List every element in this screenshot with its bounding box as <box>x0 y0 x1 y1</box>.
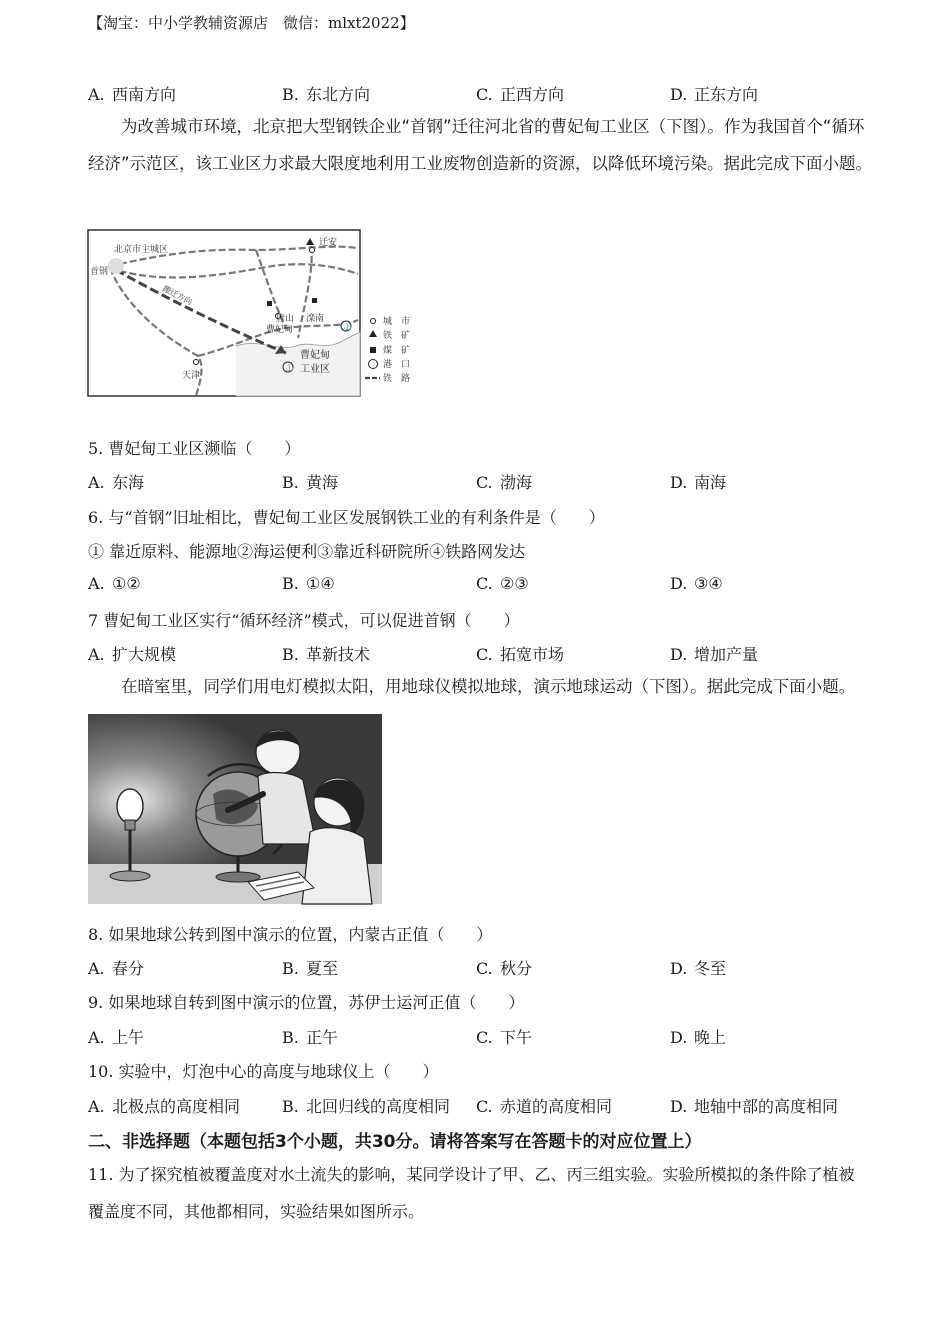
option-d: D. 正东方向 <box>670 85 759 104</box>
option-a: A. 扩大规模 <box>88 645 177 664</box>
option-d: D. 增加产量 <box>670 645 759 664</box>
option-d: D. 冬至 <box>670 959 727 978</box>
legend-iron: 铁 矿 <box>383 331 411 341</box>
qianan-label: 迁安 <box>319 238 338 248</box>
legend-iron-icon <box>369 330 377 337</box>
legend-port: 港 口 <box>383 360 411 370</box>
port-icon: ⚓ <box>343 323 352 331</box>
section-heading: 二、非选择题（本题包括3个小题，共30分。请将答案写在答题卡的对应位置上） <box>88 1132 702 1152</box>
option-a: A. 东海 <box>88 473 145 492</box>
legend-coal: 煤 矿 <box>383 346 411 356</box>
tangshan-label: 唐山 <box>276 314 295 324</box>
q10-options <box>88 1094 878 1118</box>
legend-city-icon <box>371 319 376 324</box>
option-d: D. ③④ <box>670 574 723 593</box>
passage-earth-demo: 在暗室里，同学们用电灯模拟太阳，用地球仪模拟地球，演示地球运动（下图）。据此完成下面小题。 <box>121 677 856 696</box>
option-a: A. 西南方向 <box>88 85 177 104</box>
legend-city: 城 市 <box>383 317 411 327</box>
caofeidian-map-figure <box>86 228 422 400</box>
option-c: C. 赤道的高度相同 <box>476 1097 613 1116</box>
legend-rail: 铁 路 <box>383 374 411 384</box>
option-b: B. 夏至 <box>282 959 339 978</box>
industrial-label-2: 工业区 <box>300 364 330 375</box>
q6-options <box>88 574 878 598</box>
q4-options <box>88 82 878 106</box>
option-b: B. 黄海 <box>282 473 339 492</box>
q8-stem: 8. 如果地球公转到图中演示的位置，内蒙古正值（ ） <box>88 925 493 944</box>
option-c: C. 正西方向 <box>476 85 565 104</box>
option-c: C. 渤海 <box>476 473 533 492</box>
page-header: 【淘宝：中小学教辅资源店 微信：mlxt2022】 <box>88 14 415 32</box>
tianjin-label: 天津 <box>182 371 201 381</box>
q7-stem: 7 曹妃甸工业区实行“循环经济”模式，可以促进首钢（ ） <box>88 611 520 630</box>
q10-stem: 10. 实验中，灯泡中心的高度与地球仪上（ ） <box>88 1062 439 1081</box>
q6-conditions: ① 靠近原料、能源地②海运便利③靠近科研院所④铁路网发达 <box>88 542 526 561</box>
option-d: D. 晚上 <box>670 1028 727 1047</box>
option-c: C. 下午 <box>476 1028 533 1047</box>
option-a: A. 上午 <box>88 1028 145 1047</box>
option-c: C. 秋分 <box>476 959 533 978</box>
option-b: B. 北回归线的高度相同 <box>282 1097 451 1116</box>
q6-stem: 6. 与“首钢”旧址相比，曹妃甸工业区发展钢铁工业的有利条件是（ ） <box>88 508 605 527</box>
coal-mine-marker <box>312 298 317 303</box>
lamp-base <box>110 871 150 881</box>
shougang-label: 首钢 <box>90 267 109 277</box>
map-legend <box>365 315 410 384</box>
move-label: 搬迁方向 <box>161 283 194 307</box>
girl-dress <box>302 828 372 904</box>
option-b: B. ①④ <box>282 574 335 593</box>
city-marker <box>310 248 315 253</box>
q11-stem: 11. 为了探究植被覆盖度对水土流失的影响，某同学设计了甲、乙、丙三组实验。实验所模拟的条件除了植被覆盖度不同，其他都相同，实验结果如图所示。 <box>88 1165 855 1221</box>
option-c: C. 拓宽市场 <box>476 645 565 664</box>
option-b: B. 东北方向 <box>282 85 371 104</box>
port-icon: ⚓ <box>285 364 294 372</box>
passage-caofeidian: 为改善城市环境，北京把大型钢铁企业“首钢”迁往河北省的曹妃甸工业区（下图）。作为我国首个“循环经济”示范区，该工业区力求最大限度地利用工业废物创造新的资源，以降低环境污染。据此完成下面小题。 <box>88 117 873 173</box>
option-d: D. 地轴中部的高度相同 <box>670 1097 839 1116</box>
option-b: B. 正午 <box>282 1028 339 1047</box>
option-a: A. 北极点的高度相同 <box>88 1097 241 1116</box>
option-b: B. 革新技术 <box>282 645 371 664</box>
q5-stem: 5. 曹妃甸工业区濒临（ ） <box>88 439 301 458</box>
luannan-label: 滦南 <box>306 314 325 324</box>
bulb-socket <box>125 820 135 830</box>
q7-options <box>88 642 878 666</box>
city-marker <box>194 360 199 365</box>
q8-options <box>88 956 878 980</box>
option-d: D. 南海 <box>670 473 727 492</box>
q9-stem: 9. 如果地球自转到图中演示的位置，苏伊士运河正值（ ） <box>88 993 525 1012</box>
option-a: A. 春分 <box>88 959 145 978</box>
beijing-area <box>108 258 124 274</box>
industrial-label-1: 曹妃甸 <box>300 350 330 361</box>
option-a: A. ①② <box>88 574 141 593</box>
beijing-label: 北京市主城区 <box>114 245 169 255</box>
legend-port-icon <box>369 360 378 369</box>
option-c: C. ②③ <box>476 574 529 593</box>
globe-demo-illustration <box>88 714 384 906</box>
q9-options <box>88 1025 878 1049</box>
caofeidian-label: 曹妃甸 <box>266 325 294 335</box>
light-bulb-icon <box>117 789 143 823</box>
coal-mine-marker <box>267 301 272 306</box>
legend-coal-icon <box>370 347 376 353</box>
q5-options <box>88 470 878 494</box>
